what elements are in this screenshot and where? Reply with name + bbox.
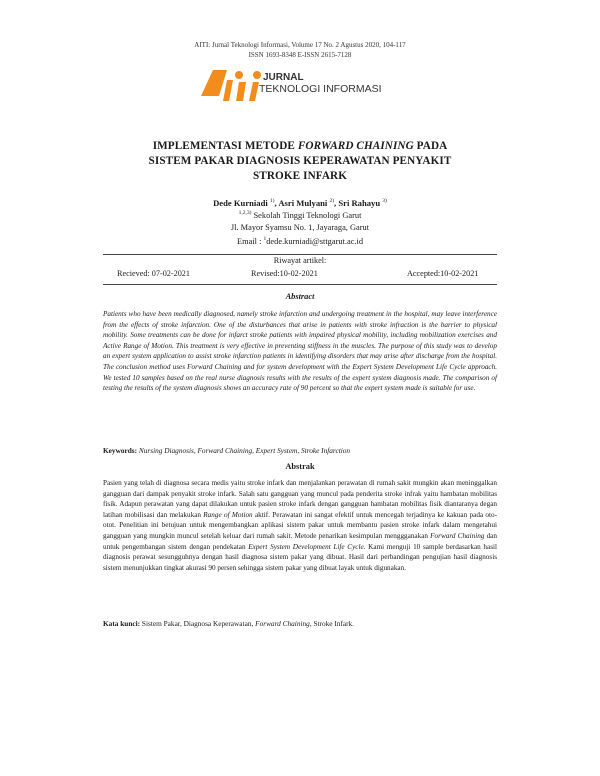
keywords-en: Keywords: Nursing Diagnosis, Forward Chaining, Expert System, Stroke Infarction bbox=[103, 446, 351, 455]
revised-date: Revised:10-02-2021 bbox=[251, 269, 318, 278]
aiti-logo-mark bbox=[201, 70, 261, 101]
divider-bottom bbox=[103, 284, 497, 285]
title-line-2: SISTEM PAKAR DIAGNOSIS KEPERAWATAN PENYAKIT bbox=[148, 155, 452, 167]
title-line-3: STROKE INFARK bbox=[252, 170, 348, 182]
logo-text-jurnal: JURNAL bbox=[263, 72, 304, 83]
journal-citation-line: AITI: Jurnal Teknologi Informasi, Volume 17 No. 2 Agustus 2020, 104-117 bbox=[194, 41, 406, 49]
title-line-1: IMPLEMENTASI METODE FORWARD CHAINING PADA bbox=[152, 140, 448, 152]
received-date: Recieved: 07-02-2021 bbox=[117, 269, 190, 278]
affiliation-email: Email : $^1$dede.kurniadi@sttgarut.ac.id bbox=[236, 236, 364, 246]
accepted-date: Accepted:10-02-2021 bbox=[407, 269, 479, 278]
abstract-body-en: Patients who have been medically diagnosed, namely stroke infarction and undergoing treatment in the hospital, may leave interference from the effects of stroke infarction. One of the disturbances that arise in patients with stroke infraction is the barrier to physical mobility. Some treatments can be done for infarct stroke patients with impaired physical mobility, including mobilization exercises and Active Range of Motion. This treatment is very effective in preventing stiffness in the muscles. The purpose of this study was to develop an expert system application to assist stroke infarction patients in identifying disorders that may arise after discharge from the hospital. The conclusion method uses Forward Chaining and for system development with the Expert System Development Life Cycle approach. We tested 10 samples based on the real nurse diagnosis results with the results of the expert system diagnosis made. The comparison of testing the results of the system diagnosis shows an accuracy rate of 90 percent so that the expert system made is suitable for use. bbox=[103, 310, 497, 393]
paper-title bbox=[90, 139, 510, 184]
issn-line: ISSN 1693-8348 E-ISSN 2615-7128 bbox=[248, 51, 352, 59]
article-history-label: Riwayat artikel: bbox=[273, 256, 327, 265]
keywords-id: Kata kunci: Sistem Pakar, Diagnosa Keperawatan, Forward Chaining, Stroke Infark. bbox=[103, 619, 354, 628]
affiliation-address: Jl. Mayor Syamsu No. 1, Jayaraga, Garut bbox=[230, 223, 370, 232]
abstract-heading-id: Abstrak bbox=[285, 462, 315, 471]
affiliation-institution: $^{1,2,3)}$ Sekolah Tinggi Teknologi Garut bbox=[238, 210, 362, 220]
author-list: Dede Kurniadi $^{1)}$, Asri Mulyani $^{2)}$, Sri Rahayu $^{3)}$ bbox=[213, 198, 387, 208]
abstract-heading-en: Abstract bbox=[285, 292, 315, 301]
logo-text-teknologi: TEKNOLOGI INFORMASI bbox=[259, 83, 382, 95]
abstract-body-id: Pasien yang telah di diagnosa secara medis yaitu stroke infark dan menjalankan perawatan di rumah sakit mungkin akan meninggalkan gangguan dari dampak penyakit stroke infark. Salah satu gangguan yang muncul pada penderita stroke infrak yaitu hambatan mobilitas fisik. Adapun perawatan yang dapat dilakukan untuk pasien stroke infark dengan gangguan hambatan mobilitas fisik diantaranya degan latihan mobilisasi dan melakukan Range of Motion aktif. Perawatan ini sangat efektif untuk mencegah terjadinya ke kakuan pada oto-otot. Penelitian ini betujuan untuk mengembangkan aplikasi sistem pakar untuk membantu pasien stroke infark dalam mengetahui gangguan yang mungkin muncul setelah keluar dari rumah sakit. Metode penarikan kesimpulan menggganakan Forward Chaining dan untuk pengembangan sistem dengan pendekatan Expert System Development Life Cycle. Kami menguji 10 sample berdasarkan hasil diagnosis perawat sesungguhnya dengan hasil diagnosa sistem pakar yang dibuat. Hasil dari perbandingan pengujian hasil diagnosis sistem menunjukkan tingkat akurasi 90 persen sehingga sistem pakar yang dibuat layak untuk digunakan. bbox=[103, 479, 498, 572]
email-link[interactable]: dede.kurniadi@sttgarut.ac.id bbox=[266, 236, 364, 246]
divider-top bbox=[103, 254, 497, 255]
journal-logo bbox=[197, 66, 397, 106]
